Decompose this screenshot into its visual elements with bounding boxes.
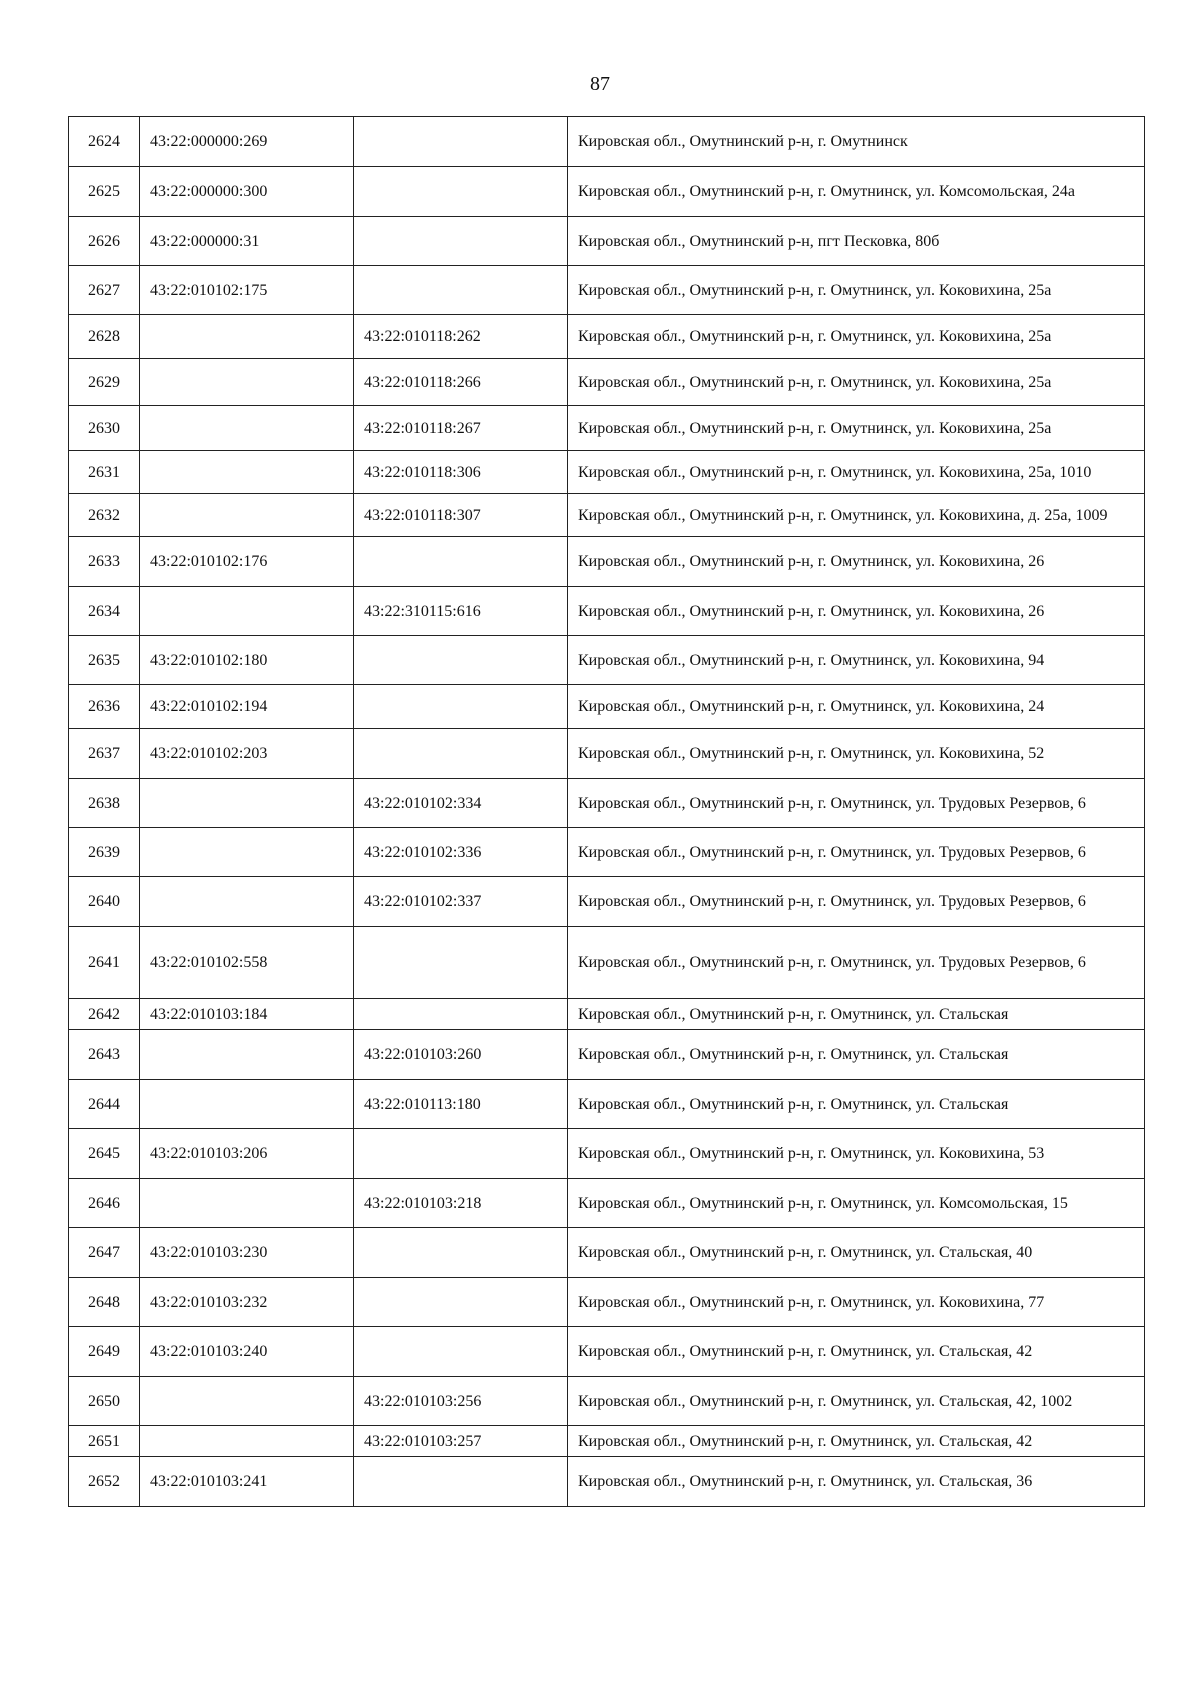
cadastral-number-cell bbox=[140, 494, 354, 537]
table-row bbox=[69, 406, 1145, 451]
row-number-cell: 2650 bbox=[69, 1377, 140, 1426]
row-number-cell: 2631 bbox=[69, 451, 140, 494]
row-number-cell: 2625 bbox=[69, 167, 140, 217]
address-cell: Кировская обл., Омутнинский р-н, г. Омутнинск, ул. Стальская bbox=[568, 1030, 1145, 1080]
cadastral-number-cell bbox=[140, 1030, 354, 1080]
sub-cadastral-number-cell bbox=[354, 1457, 568, 1507]
sub-cadastral-number-cell: 43:22:010102:336 bbox=[354, 828, 568, 877]
sub-cadastral-number-cell bbox=[354, 927, 568, 999]
sub-cadastral-number-cell bbox=[354, 167, 568, 217]
sub-cadastral-number-cell: 43:22:010118:267 bbox=[354, 406, 568, 451]
cadastral-number-cell bbox=[140, 779, 354, 828]
sub-cadastral-number-cell: 43:22:010102:337 bbox=[354, 877, 568, 927]
sub-cadastral-number-cell: 43:22:010103:260 bbox=[354, 1030, 568, 1080]
table-row bbox=[69, 1030, 1145, 1080]
row-number-cell: 2651 bbox=[69, 1426, 140, 1457]
cadastral-number-cell: 43:22:000000:269 bbox=[140, 117, 354, 167]
sub-cadastral-number-cell bbox=[354, 266, 568, 315]
address-cell: Кировская обл., Омутнинский р-н, г. Омутнинск, ул. Комсомольская, 15 bbox=[568, 1179, 1145, 1228]
table-row bbox=[69, 1129, 1145, 1179]
table-row bbox=[69, 828, 1145, 877]
row-number-cell: 2628 bbox=[69, 315, 140, 359]
table-row bbox=[69, 1080, 1145, 1129]
row-number-cell: 2632 bbox=[69, 494, 140, 537]
sub-cadastral-number-cell bbox=[354, 1278, 568, 1327]
address-cell: Кировская обл., Омутнинский р-н, г. Омутнинск, ул. Коковихина, 52 bbox=[568, 729, 1145, 779]
row-number-cell: 2630 bbox=[69, 406, 140, 451]
cadastral-number-cell bbox=[140, 1179, 354, 1228]
address-cell: Кировская обл., Омутнинский р-н, г. Омутнинск, ул. Коковихина, 77 bbox=[568, 1278, 1145, 1327]
address-cell: Кировская обл., Омутнинский р-н, г. Омутнинск, ул. Трудовых Резервов, 6 bbox=[568, 927, 1145, 999]
address-cell: Кировская обл., Омутнинский р-н, г. Омутнинск, ул. Коковихина, 26 bbox=[568, 537, 1145, 587]
row-number-cell: 2647 bbox=[69, 1228, 140, 1278]
sub-cadastral-number-cell bbox=[354, 999, 568, 1030]
address-cell: Кировская обл., Омутнинский р-н, г. Омутнинск, ул. Стальская, 42, 1002 bbox=[568, 1377, 1145, 1426]
row-number-cell: 2626 bbox=[69, 217, 140, 266]
table-row bbox=[69, 1426, 1145, 1457]
row-number-cell: 2629 bbox=[69, 359, 140, 406]
address-cell: Кировская обл., Омутнинский р-н, г. Омутнинск, ул. Коковихина, 25а, 1010 bbox=[568, 451, 1145, 494]
cadastral-number-cell bbox=[140, 1080, 354, 1129]
row-number-cell: 2646 bbox=[69, 1179, 140, 1228]
cadastral-number-cell bbox=[140, 877, 354, 927]
address-cell: Кировская обл., Омутнинский р-н, г. Омутнинск, ул. Коковихина, 25а bbox=[568, 315, 1145, 359]
sub-cadastral-number-cell: 43:22:010103:218 bbox=[354, 1179, 568, 1228]
address-cell: Кировская обл., Омутнинский р-н, г. Омутнинск, ул. Коковихина, 25а bbox=[568, 406, 1145, 451]
table-row bbox=[69, 217, 1145, 266]
table-row bbox=[69, 927, 1145, 999]
cadastral-number-cell bbox=[140, 1377, 354, 1426]
sub-cadastral-number-cell: 43:22:010118:262 bbox=[354, 315, 568, 359]
cadastral-number-cell: 43:22:010103:206 bbox=[140, 1129, 354, 1179]
address-cell: Кировская обл., Омутнинский р-н, г. Омутнинск bbox=[568, 117, 1145, 167]
address-cell: Кировская обл., Омутнинский р-н, г. Омутнинск, ул. Стальская, 36 bbox=[568, 1457, 1145, 1507]
row-number-cell: 2644 bbox=[69, 1080, 140, 1129]
table-row bbox=[69, 315, 1145, 359]
cadastral-number-cell: 43:22:000000:300 bbox=[140, 167, 354, 217]
table-row bbox=[69, 494, 1145, 537]
cadastral-number-cell bbox=[140, 587, 354, 636]
cadastral-number-cell: 43:22:000000:31 bbox=[140, 217, 354, 266]
row-number-cell: 2638 bbox=[69, 779, 140, 828]
sub-cadastral-number-cell: 43:22:010102:334 bbox=[354, 779, 568, 828]
registry-table bbox=[68, 116, 1145, 1507]
address-cell: Кировская обл., Омутнинский р-н, г. Омутнинск, ул. Коковихина, 25а bbox=[568, 359, 1145, 406]
cadastral-number-cell: 43:22:010102:194 bbox=[140, 685, 354, 729]
row-number-cell: 2652 bbox=[69, 1457, 140, 1507]
table-row bbox=[69, 451, 1145, 494]
row-number-cell: 2641 bbox=[69, 927, 140, 999]
cadastral-number-cell: 43:22:010102:558 bbox=[140, 927, 354, 999]
address-cell: Кировская обл., Омутнинский р-н, г. Омутнинск, ул. Коковихина, 24 bbox=[568, 685, 1145, 729]
address-cell: Кировская обл., Омутнинский р-н, г. Омутнинск, ул. Коковихина, д. 25а, 1009 bbox=[568, 494, 1145, 537]
cadastral-number-cell: 43:22:010103:232 bbox=[140, 1278, 354, 1327]
sub-cadastral-number-cell: 43:22:010113:180 bbox=[354, 1080, 568, 1129]
table-row bbox=[69, 1457, 1145, 1507]
row-number-cell: 2636 bbox=[69, 685, 140, 729]
address-cell: Кировская обл., Омутнинский р-н, г. Омутнинск, ул. Коковихина, 25а bbox=[568, 266, 1145, 315]
row-number-cell: 2624 bbox=[69, 117, 140, 167]
cadastral-number-cell bbox=[140, 451, 354, 494]
table-row bbox=[69, 729, 1145, 779]
row-number-cell: 2627 bbox=[69, 266, 140, 315]
table-row bbox=[69, 537, 1145, 587]
table-row bbox=[69, 1278, 1145, 1327]
cadastral-number-cell bbox=[140, 315, 354, 359]
sub-cadastral-number-cell: 43:22:010103:256 bbox=[354, 1377, 568, 1426]
row-number-cell: 2639 bbox=[69, 828, 140, 877]
table-row bbox=[69, 117, 1145, 167]
address-cell: Кировская обл., Омутнинский р-н, г. Омутнинск, ул. Трудовых Резервов, 6 bbox=[568, 779, 1145, 828]
address-cell: Кировская обл., Омутнинский р-н, пгт Песковка, 80б bbox=[568, 217, 1145, 266]
table-row bbox=[69, 685, 1145, 729]
table-row bbox=[69, 1228, 1145, 1278]
row-number-cell: 2643 bbox=[69, 1030, 140, 1080]
address-cell: Кировская обл., Омутнинский р-н, г. Омутнинск, ул. Комсомольская, 24а bbox=[568, 167, 1145, 217]
sub-cadastral-number-cell bbox=[354, 1228, 568, 1278]
sub-cadastral-number-cell bbox=[354, 636, 568, 685]
cadastral-number-cell bbox=[140, 1426, 354, 1457]
table-row bbox=[69, 877, 1145, 927]
row-number-cell: 2642 bbox=[69, 999, 140, 1030]
row-number-cell: 2635 bbox=[69, 636, 140, 685]
table-row bbox=[69, 1377, 1145, 1426]
sub-cadastral-number-cell bbox=[354, 117, 568, 167]
sub-cadastral-number-cell bbox=[354, 729, 568, 779]
table-row bbox=[69, 266, 1145, 315]
row-number-cell: 2640 bbox=[69, 877, 140, 927]
table-row bbox=[69, 636, 1145, 685]
sub-cadastral-number-cell bbox=[354, 685, 568, 729]
address-cell: Кировская обл., Омутнинский р-н, г. Омутнинск, ул. Стальская, 40 bbox=[568, 1228, 1145, 1278]
cadastral-number-cell: 43:22:010102:176 bbox=[140, 537, 354, 587]
address-cell: Кировская обл., Омутнинский р-н, г. Омутнинск, ул. Стальская, 42 bbox=[568, 1327, 1145, 1377]
address-cell: Кировская обл., Омутнинский р-н, г. Омутнинск, ул. Коковихина, 94 bbox=[568, 636, 1145, 685]
cadastral-number-cell: 43:22:010103:241 bbox=[140, 1457, 354, 1507]
sub-cadastral-number-cell: 43:22:010118:266 bbox=[354, 359, 568, 406]
row-number-cell: 2648 bbox=[69, 1278, 140, 1327]
cadastral-number-cell bbox=[140, 406, 354, 451]
sub-cadastral-number-cell bbox=[354, 1129, 568, 1179]
page-number: 87 bbox=[590, 73, 610, 95]
cadastral-number-cell: 43:22:010103:230 bbox=[140, 1228, 354, 1278]
address-cell: Кировская обл., Омутнинский р-н, г. Омутнинск, ул. Коковихина, 26 bbox=[568, 587, 1145, 636]
sub-cadastral-number-cell: 43:22:010103:257 bbox=[354, 1426, 568, 1457]
address-cell: Кировская обл., Омутнинский р-н, г. Омутнинск, ул. Стальская bbox=[568, 1080, 1145, 1129]
sub-cadastral-number-cell bbox=[354, 1327, 568, 1377]
address-cell: Кировская обл., Омутнинский р-н, г. Омутнинск, ул. Трудовых Резервов, 6 bbox=[568, 877, 1145, 927]
table-row bbox=[69, 587, 1145, 636]
sub-cadastral-number-cell: 43:22:010118:306 bbox=[354, 451, 568, 494]
cadastral-number-cell: 43:22:010102:203 bbox=[140, 729, 354, 779]
table-row bbox=[69, 999, 1145, 1030]
address-cell: Кировская обл., Омутнинский р-н, г. Омутнинск, ул. Трудовых Резервов, 6 bbox=[568, 828, 1145, 877]
cadastral-number-cell: 43:22:010102:175 bbox=[140, 266, 354, 315]
table-row bbox=[69, 779, 1145, 828]
row-number-cell: 2649 bbox=[69, 1327, 140, 1377]
address-cell: Кировская обл., Омутнинский р-н, г. Омутнинск, ул. Стальская bbox=[568, 999, 1145, 1030]
table-row bbox=[69, 1179, 1145, 1228]
address-cell: Кировская обл., Омутнинский р-н, г. Омутнинск, ул. Стальская, 42 bbox=[568, 1426, 1145, 1457]
cadastral-number-cell: 43:22:010103:240 bbox=[140, 1327, 354, 1377]
table-row bbox=[69, 359, 1145, 406]
sub-cadastral-number-cell bbox=[354, 537, 568, 587]
row-number-cell: 2633 bbox=[69, 537, 140, 587]
row-number-cell: 2637 bbox=[69, 729, 140, 779]
table-row bbox=[69, 1327, 1145, 1377]
cadastral-number-cell bbox=[140, 828, 354, 877]
cadastral-number-cell: 43:22:010102:180 bbox=[140, 636, 354, 685]
cadastral-number-cell bbox=[140, 359, 354, 406]
row-number-cell: 2634 bbox=[69, 587, 140, 636]
sub-cadastral-number-cell: 43:22:010118:307 bbox=[354, 494, 568, 537]
registry-table-body bbox=[69, 117, 1145, 1507]
address-cell: Кировская обл., Омутнинский р-н, г. Омутнинск, ул. Коковихина, 53 bbox=[568, 1129, 1145, 1179]
table-row bbox=[69, 167, 1145, 217]
cadastral-number-cell: 43:22:010103:184 bbox=[140, 999, 354, 1030]
sub-cadastral-number-cell bbox=[354, 217, 568, 266]
sub-cadastral-number-cell: 43:22:310115:616 bbox=[354, 587, 568, 636]
row-number-cell: 2645 bbox=[69, 1129, 140, 1179]
